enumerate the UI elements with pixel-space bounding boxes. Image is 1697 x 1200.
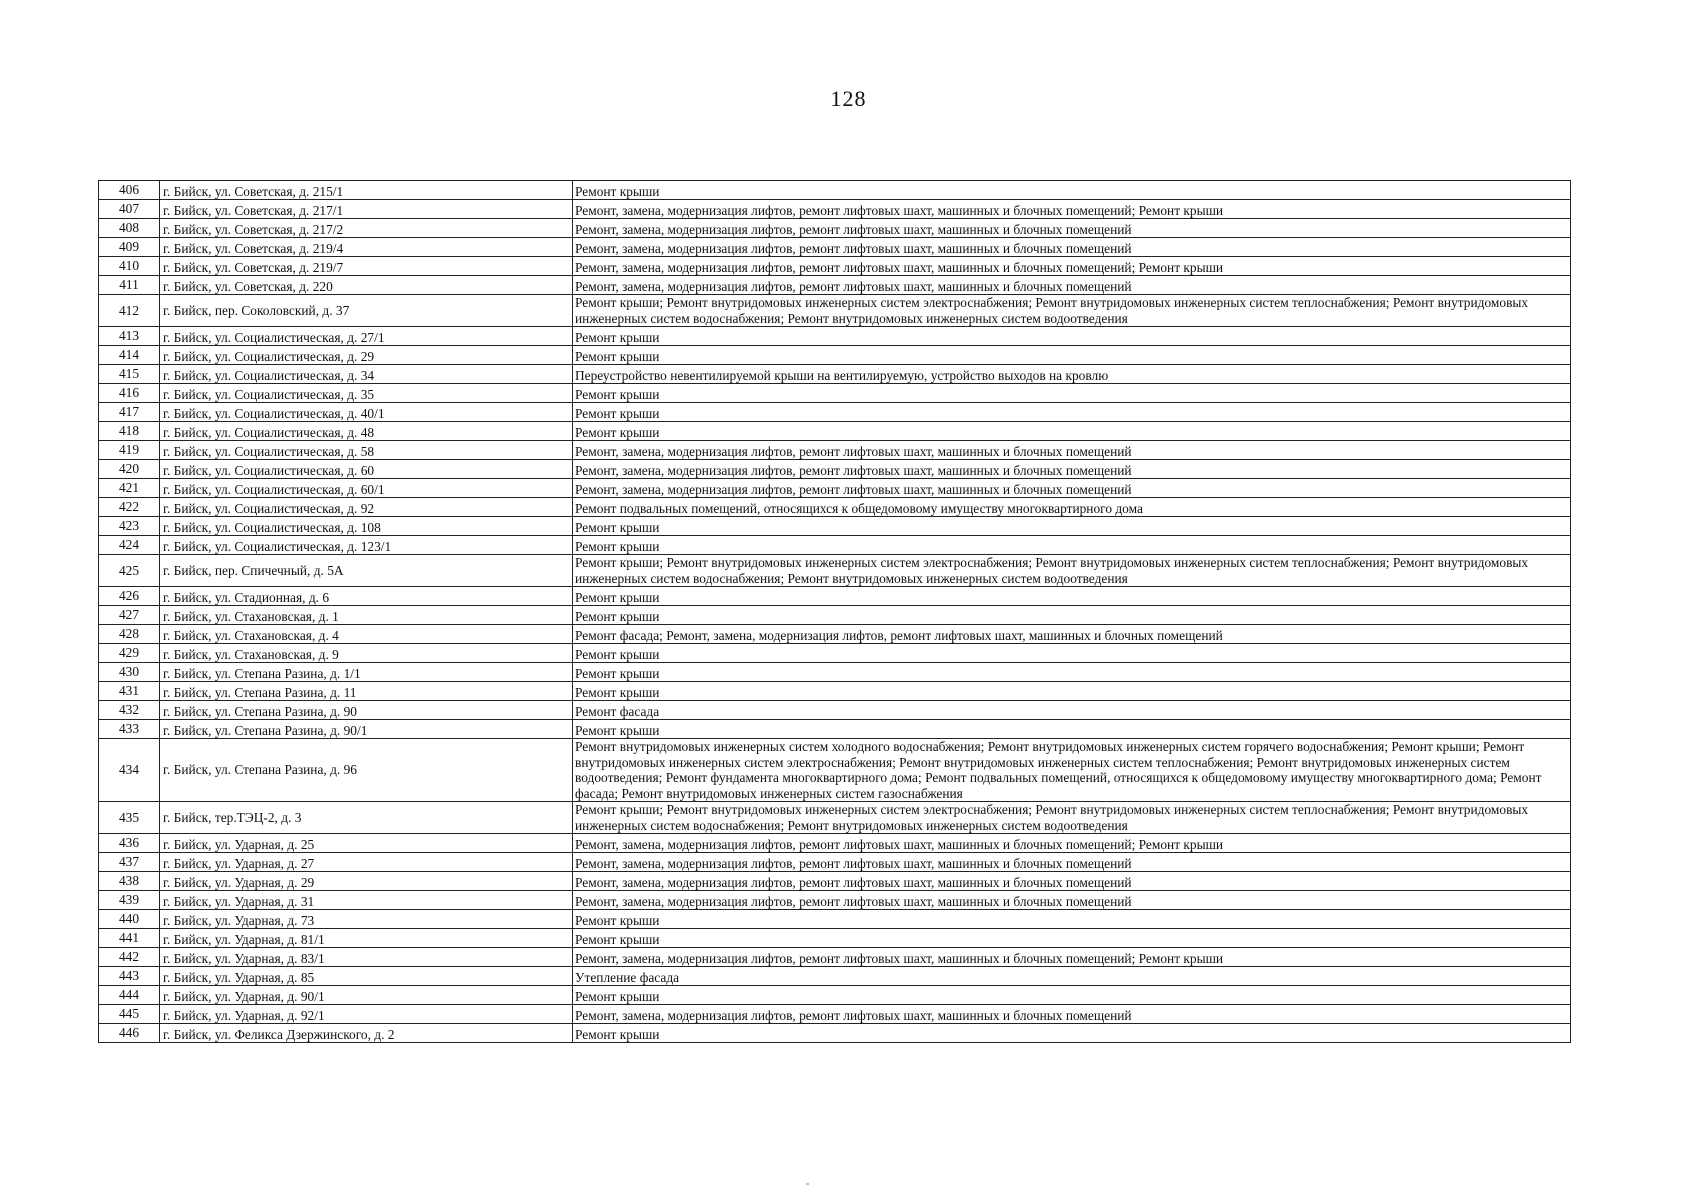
work-type-cell: Ремонт, замена, модернизация лифтов, ремонт лифтовых шахт, машинных и блочных помещений	[573, 891, 1571, 910]
table-row	[99, 625, 1571, 644]
row-number: 407	[99, 200, 160, 219]
row-number: 409	[99, 238, 160, 257]
row-number: 438	[99, 872, 160, 891]
row-number: 421	[99, 479, 160, 498]
work-type-cell: Ремонт, замена, модернизация лифтов, ремонт лифтовых шахт, машинных и блочных помещений	[573, 1005, 1571, 1024]
work-type-cell: Ремонт крыши	[573, 986, 1571, 1005]
work-type-cell: Ремонт крыши	[573, 422, 1571, 441]
table-row	[99, 403, 1571, 422]
address-cell: г. Бийск, пер. Спичечный, д. 5А	[160, 555, 573, 587]
address-cell: г. Бийск, ул. Ударная, д. 81/1	[160, 929, 573, 948]
row-number: 415	[99, 365, 160, 384]
address-cell: г. Бийск, ул. Социалистическая, д. 27/1	[160, 327, 573, 346]
work-type-cell: Ремонт, замена, модернизация лифтов, ремонт лифтовых шахт, машинных и блочных помещений	[573, 479, 1571, 498]
work-type-cell: Ремонт подвальных помещений, относящихся к общедомовому имуществу многоквартирного дома	[573, 498, 1571, 517]
work-type-cell: Ремонт, замена, модернизация лифтов, ремонт лифтовых шахт, машинных и блочных помещений	[573, 872, 1571, 891]
table-row	[99, 536, 1571, 555]
table-row	[99, 460, 1571, 479]
table-row	[99, 644, 1571, 663]
address-cell: г. Бийск, ул. Ударная, д. 90/1	[160, 986, 573, 1005]
row-number: 432	[99, 701, 160, 720]
work-type-cell: Ремонт крыши	[573, 929, 1571, 948]
work-type-cell: Ремонт фасада; Ремонт, замена, модернизация лифтов, ремонт лифтовых шахт, машинных и блочных помещений	[573, 625, 1571, 644]
address-cell: г. Бийск, ул. Степана Разина, д. 96	[160, 739, 573, 802]
row-number: 422	[99, 498, 160, 517]
address-cell: г. Бийск, ул. Советская, д. 215/1	[160, 181, 573, 200]
row-number: 439	[99, 891, 160, 910]
row-number: 436	[99, 834, 160, 853]
table-row	[99, 587, 1571, 606]
table-row	[99, 834, 1571, 853]
work-type-cell: Ремонт, замена, модернизация лифтов, ремонт лифтовых шахт, машинных и блочных помещений; Ремонт крыши	[573, 257, 1571, 276]
work-type-cell: Ремонт крыши	[573, 403, 1571, 422]
address-cell: г. Бийск, ул. Стадионная, д. 6	[160, 587, 573, 606]
table-row	[99, 498, 1571, 517]
table-row	[99, 910, 1571, 929]
table-row	[99, 682, 1571, 701]
table-row	[99, 739, 1571, 802]
address-cell: г. Бийск, ул. Социалистическая, д. 123/1	[160, 536, 573, 555]
table-row	[99, 555, 1571, 587]
work-type-cell: Ремонт крыши	[573, 720, 1571, 739]
table-row	[99, 891, 1571, 910]
work-type-cell: Ремонт крыши; Ремонт внутридомовых инженерных систем электроснабжения; Ремонт внутридомовых инженерных систем теплоснабжения; Ремонт внутридомовых инженерных систем водоснабжения; Ремонт внутридомовых инженерных систем водоотведения	[573, 555, 1571, 587]
address-cell: г. Бийск, ул. Ударная, д. 29	[160, 872, 573, 891]
address-cell: г. Бийск, ул. Социалистическая, д. 60/1	[160, 479, 573, 498]
address-cell: г. Бийск, ул. Ударная, д. 92/1	[160, 1005, 573, 1024]
work-type-cell: Ремонт, замена, модернизация лифтов, ремонт лифтовых шахт, машинных и блочных помещений	[573, 441, 1571, 460]
address-cell: г. Бийск, ул. Советская, д. 217/2	[160, 219, 573, 238]
address-cell: г. Бийск, ул. Ударная, д. 31	[160, 891, 573, 910]
work-type-cell: Ремонт крыши	[573, 910, 1571, 929]
table-body	[99, 181, 1571, 1043]
work-type-cell: Ремонт крыши	[573, 606, 1571, 625]
work-type-cell: Ремонт крыши	[573, 327, 1571, 346]
row-number: 420	[99, 460, 160, 479]
address-cell: г. Бийск, ул. Ударная, д. 85	[160, 967, 573, 986]
row-number: 428	[99, 625, 160, 644]
page-number: 128	[830, 86, 867, 111]
address-cell: г. Бийск, ул. Социалистическая, д. 35	[160, 384, 573, 403]
address-cell: г. Бийск, ул. Стахановская, д. 1	[160, 606, 573, 625]
row-number: 417	[99, 403, 160, 422]
work-type-cell: Ремонт крыши	[573, 181, 1571, 200]
address-cell: г. Бийск, ул. Социалистическая, д. 58	[160, 441, 573, 460]
table-row	[99, 422, 1571, 441]
table-row	[99, 663, 1571, 682]
work-type-cell: Ремонт крыши; Ремонт внутридомовых инженерных систем электроснабжения; Ремонт внутридомовых инженерных систем теплоснабжения; Ремонт внутридомовых инженерных систем водоснабжения; Ремонт внутридомовых инженерных систем водоотведения	[573, 802, 1571, 834]
work-type-cell: Ремонт, замена, модернизация лифтов, ремонт лифтовых шахт, машинных и блочных помещений	[573, 238, 1571, 257]
repair-table-container	[98, 180, 1570, 1043]
row-number: 406	[99, 181, 160, 200]
table-row	[99, 295, 1571, 327]
work-type-cell: Ремонт крыши	[573, 346, 1571, 365]
row-number: 437	[99, 853, 160, 872]
table-row	[99, 200, 1571, 219]
address-cell: г. Бийск, ул. Советская, д. 217/1	[160, 200, 573, 219]
table-row	[99, 517, 1571, 536]
repair-table	[98, 180, 1571, 1043]
address-cell: г. Бийск, ул. Ударная, д. 73	[160, 910, 573, 929]
work-type-cell: Ремонт, замена, модернизация лифтов, ремонт лифтовых шахт, машинных и блочных помещений	[573, 276, 1571, 295]
table-row	[99, 219, 1571, 238]
table-row	[99, 365, 1571, 384]
work-type-cell: Переустройство невентилируемой крыши на вентилируемую, устройство выходов на кровлю	[573, 365, 1571, 384]
work-type-cell: Ремонт, замена, модернизация лифтов, ремонт лифтовых шахт, машинных и блочных помещений; Ремонт крыши	[573, 200, 1571, 219]
row-number: 410	[99, 257, 160, 276]
row-number: 441	[99, 929, 160, 948]
address-cell: г. Бийск, ул. Степана Разина, д. 11	[160, 682, 573, 701]
address-cell: г. Бийск, ул. Социалистическая, д. 60	[160, 460, 573, 479]
work-type-cell: Ремонт крыши; Ремонт внутридомовых инженерных систем электроснабжения; Ремонт внутридомовых инженерных систем теплоснабжения; Ремонт внутридомовых инженерных систем водоснабжения; Ремонт внутридомовых инженерных систем водоотведения	[573, 295, 1571, 327]
table-row	[99, 441, 1571, 460]
work-type-cell: Ремонт крыши	[573, 517, 1571, 536]
address-cell: г. Бийск, ул. Социалистическая, д. 48	[160, 422, 573, 441]
address-cell: г. Бийск, ул. Феликса Дзержинского, д. 2	[160, 1024, 573, 1043]
row-number: 440	[99, 910, 160, 929]
table-row	[99, 720, 1571, 739]
table-row	[99, 276, 1571, 295]
table-row	[99, 802, 1571, 834]
address-cell: г. Бийск, ул. Степана Разина, д. 1/1	[160, 663, 573, 682]
scan-artifact	[806, 1183, 809, 1185]
address-cell: г. Бийск, ул. Советская, д. 219/7	[160, 257, 573, 276]
row-number: 424	[99, 536, 160, 555]
work-type-cell: Ремонт крыши	[573, 536, 1571, 555]
row-number: 416	[99, 384, 160, 403]
table-row	[99, 872, 1571, 891]
address-cell: г. Бийск, тер.ТЭЦ-2, д. 3	[160, 802, 573, 834]
work-type-cell: Ремонт, замена, модернизация лифтов, ремонт лифтовых шахт, машинных и блочных помещений	[573, 460, 1571, 479]
table-row	[99, 257, 1571, 276]
work-type-cell: Ремонт крыши	[573, 587, 1571, 606]
address-cell: г. Бийск, ул. Ударная, д. 27	[160, 853, 573, 872]
work-type-cell: Ремонт, замена, модернизация лифтов, ремонт лифтовых шахт, машинных и блочных помещений	[573, 219, 1571, 238]
row-number: 446	[99, 1024, 160, 1043]
table-row	[99, 929, 1571, 948]
row-number: 413	[99, 327, 160, 346]
row-number: 425	[99, 555, 160, 587]
row-number: 408	[99, 219, 160, 238]
work-type-cell: Ремонт крыши	[573, 644, 1571, 663]
work-type-cell: Ремонт крыши	[573, 1024, 1571, 1043]
table-row	[99, 346, 1571, 365]
address-cell: г. Бийск, ул. Степана Разина, д. 90	[160, 701, 573, 720]
row-number: 434	[99, 739, 160, 802]
address-cell: г. Бийск, ул. Социалистическая, д. 92	[160, 498, 573, 517]
row-number: 418	[99, 422, 160, 441]
row-number: 433	[99, 720, 160, 739]
table-row	[99, 606, 1571, 625]
work-type-cell: Ремонт крыши	[573, 663, 1571, 682]
table-row	[99, 327, 1571, 346]
table-row	[99, 384, 1571, 403]
table-row	[99, 853, 1571, 872]
work-type-cell: Ремонт крыши	[573, 384, 1571, 403]
row-number: 442	[99, 948, 160, 967]
row-number: 431	[99, 682, 160, 701]
row-number: 444	[99, 986, 160, 1005]
row-number: 411	[99, 276, 160, 295]
row-number: 445	[99, 1005, 160, 1024]
address-cell: г. Бийск, ул. Ударная, д. 83/1	[160, 948, 573, 967]
table-row	[99, 238, 1571, 257]
table-row	[99, 1005, 1571, 1024]
table-row	[99, 479, 1571, 498]
work-type-cell: Ремонт внутридомовых инженерных систем холодного водоснабжения; Ремонт внутридомовых инженерных систем горячего водоснабжения; Ремонт крыши; Ремонт внутридомовых инженерных систем электроснабжения; Ремонт внутридомовых инженерных систем теплоснабжения; Ремонт внутридомовых инженерных систем водоотведения; Ремонт фундамента многоквартирного дома; Ремонт подвальных помещений, относящихся к общедомовому имуществу многоквартирного дома; Ремонт фасада; Ремонт внутридомовых инженерных систем газоснабжения	[573, 739, 1571, 802]
address-cell: г. Бийск, ул. Советская, д. 219/4	[160, 238, 573, 257]
table-row	[99, 701, 1571, 720]
row-number: 435	[99, 802, 160, 834]
work-type-cell: Ремонт, замена, модернизация лифтов, ремонт лифтовых шахт, машинных и блочных помещений; Ремонт крыши	[573, 834, 1571, 853]
table-row	[99, 967, 1571, 986]
address-cell: г. Бийск, ул. Социалистическая, д. 34	[160, 365, 573, 384]
table-row	[99, 1024, 1571, 1043]
address-cell: г. Бийск, ул. Советская, д. 220	[160, 276, 573, 295]
row-number: 419	[99, 441, 160, 460]
address-cell: г. Бийск, ул. Ударная, д. 25	[160, 834, 573, 853]
work-type-cell: Ремонт крыши	[573, 682, 1571, 701]
row-number: 412	[99, 295, 160, 327]
row-number: 443	[99, 967, 160, 986]
table-row	[99, 181, 1571, 200]
row-number: 414	[99, 346, 160, 365]
address-cell: г. Бийск, ул. Стахановская, д. 4	[160, 625, 573, 644]
table-row	[99, 948, 1571, 967]
address-cell: г. Бийск, ул. Стахановская, д. 9	[160, 644, 573, 663]
row-number: 427	[99, 606, 160, 625]
row-number: 423	[99, 517, 160, 536]
row-number: 430	[99, 663, 160, 682]
work-type-cell: Ремонт, замена, модернизация лифтов, ремонт лифтовых шахт, машинных и блочных помещений	[573, 853, 1571, 872]
address-cell: г. Бийск, ул. Социалистическая, д. 40/1	[160, 403, 573, 422]
table-row	[99, 986, 1571, 1005]
work-type-cell: Ремонт, замена, модернизация лифтов, ремонт лифтовых шахт, машинных и блочных помещений; Ремонт крыши	[573, 948, 1571, 967]
address-cell: г. Бийск, ул. Социалистическая, д. 108	[160, 517, 573, 536]
address-cell: г. Бийск, ул. Степана Разина, д. 90/1	[160, 720, 573, 739]
address-cell: г. Бийск, пер. Соколовский, д. 37	[160, 295, 573, 327]
row-number: 429	[99, 644, 160, 663]
work-type-cell: Ремонт фасада	[573, 701, 1571, 720]
work-type-cell: Утепление фасада	[573, 967, 1571, 986]
address-cell: г. Бийск, ул. Социалистическая, д. 29	[160, 346, 573, 365]
row-number: 426	[99, 587, 160, 606]
